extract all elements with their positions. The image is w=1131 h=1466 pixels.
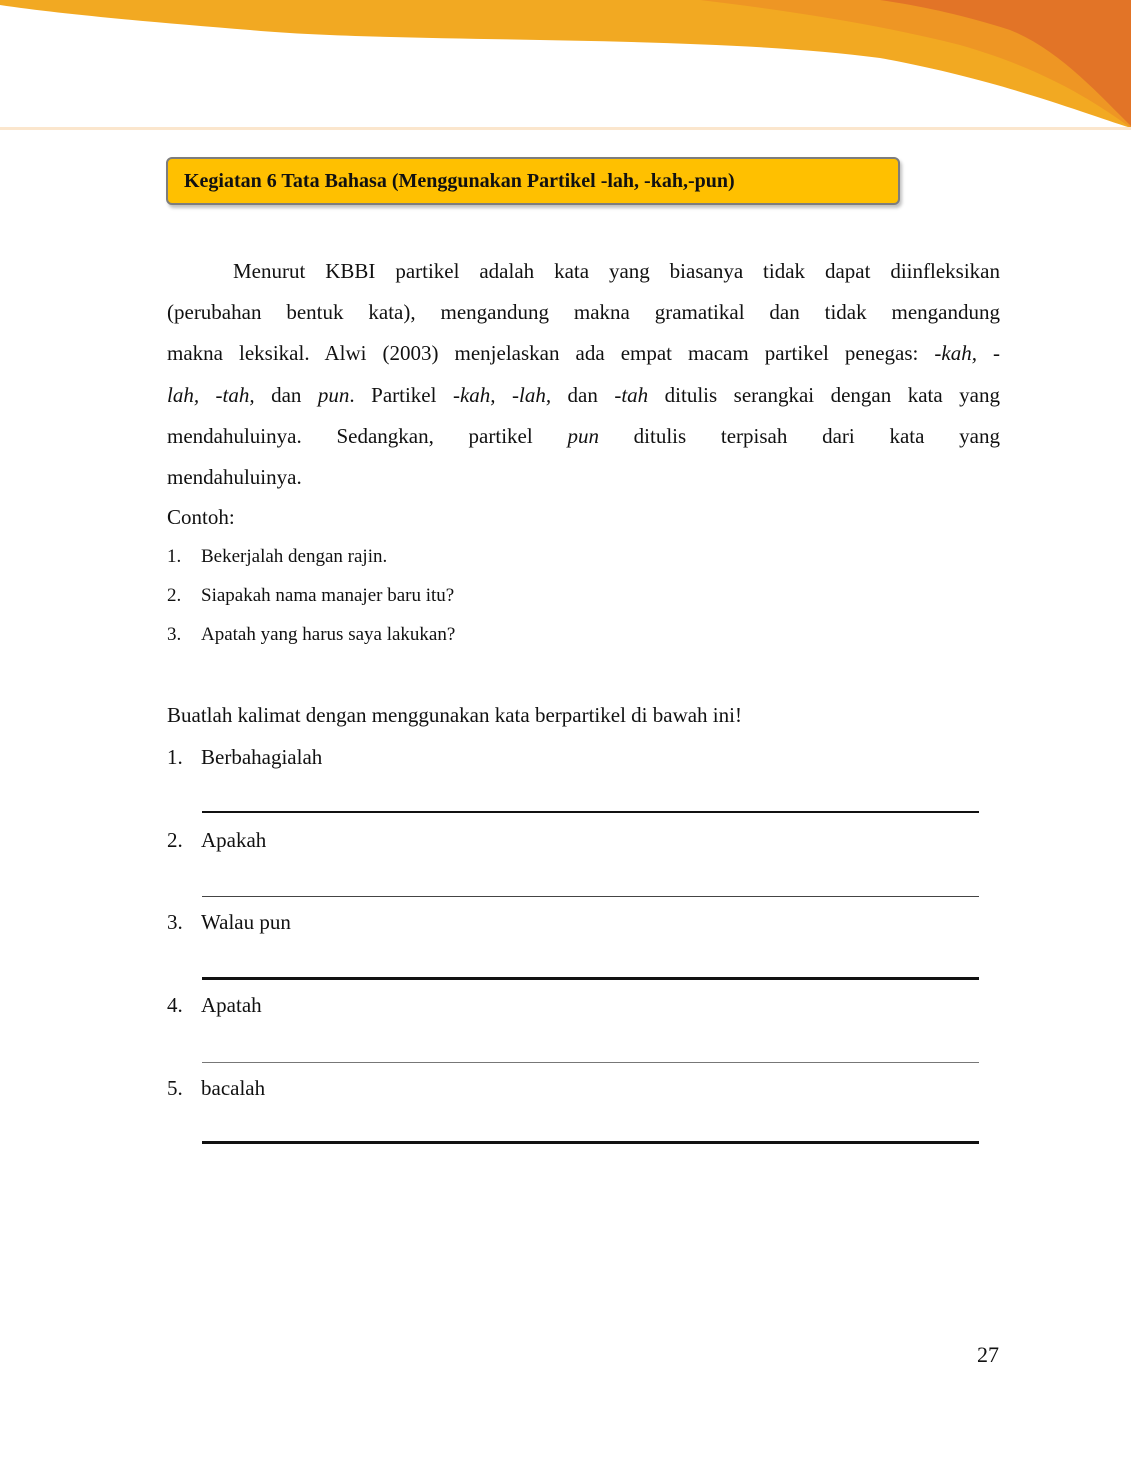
answer-line[interactable]	[202, 1141, 979, 1144]
task-word: Walau pun	[201, 910, 291, 934]
para-text: mendahuluinya. Sedangkan, partikel	[167, 423, 568, 448]
exercise-instruction: Buatlah kalimat dengan menggunakan kata berpartikel di bawah ini!	[167, 703, 742, 727]
task-item	[167, 910, 291, 935]
answer-line[interactable]	[202, 896, 979, 897]
answer-line[interactable]	[202, 1062, 979, 1063]
para-line: Menurut KBBI partikel adalah kata yang biasanya tidak dapat diinfleksikan	[233, 259, 1000, 283]
task-number: 4.	[167, 993, 183, 1017]
activity-title: Kegiatan 6 Tata Bahasa (Menggunakan Partikel -lah, -kah,-pun)	[184, 170, 735, 192]
task-item	[167, 993, 262, 1018]
para-line: mendahuluinya.	[167, 464, 302, 489]
task-word: bacalah	[201, 1076, 266, 1100]
para-italic: -kah, -	[934, 341, 1000, 366]
example-text: Siapakah nama manajer baru itu?	[201, 585, 455, 606]
example-item	[167, 624, 455, 663]
task-item	[167, 745, 322, 770]
task-word: Apakah	[201, 828, 267, 852]
example-number: 1.	[167, 546, 182, 567]
example-text: Bekerjalah dengan rajin.	[201, 546, 388, 567]
para-italic: lah, -tah,	[167, 382, 255, 407]
answer-line[interactable]	[202, 811, 979, 813]
task-word: Apatah	[201, 993, 262, 1017]
para-text: dan	[254, 382, 318, 407]
activity-title-box	[166, 157, 900, 205]
page-number: 27	[977, 1342, 999, 1367]
para-line	[167, 375, 1000, 416]
explanation-paragraph	[167, 251, 1000, 498]
examples-list	[167, 546, 455, 663]
task-item	[167, 1076, 265, 1101]
example-text: Apatah yang harus saya lakukan?	[201, 624, 456, 645]
task-number: 3.	[167, 910, 183, 934]
para-text: . Partikel	[349, 382, 453, 407]
para-italic: pun	[317, 382, 350, 407]
example-number: 2.	[167, 585, 182, 606]
task-number: 2.	[167, 828, 183, 852]
para-italic: pun	[567, 423, 599, 448]
para-text: makna leksikal. Alwi (2003) menjelaskan ada empat macam partikel penegas:	[167, 341, 935, 366]
example-item	[167, 546, 455, 585]
para-text: ditulis serangkai dengan kata yang	[648, 382, 1000, 407]
answer-line[interactable]	[202, 977, 979, 980]
example-item	[167, 585, 455, 624]
para-text: dan	[551, 382, 615, 407]
para-line	[167, 333, 1000, 374]
para-italic: -tah	[614, 382, 649, 407]
task-item	[167, 828, 266, 853]
task-number: 1.	[167, 745, 183, 769]
task-number: 5.	[167, 1076, 183, 1100]
example-number: 3.	[167, 624, 182, 645]
header-banner-decoration	[0, 0, 1131, 140]
examples-label: Contoh:	[167, 505, 235, 529]
para-text: ditulis terpisah dari kata yang	[598, 423, 1001, 448]
para-line	[167, 416, 1000, 457]
task-word: Berbahagialah	[201, 745, 323, 769]
para-line: (perubahan bentuk kata), mengandung makna gramatikal dan tidak mengandung	[167, 300, 1000, 325]
para-italic: -kah, -lah,	[452, 382, 552, 407]
